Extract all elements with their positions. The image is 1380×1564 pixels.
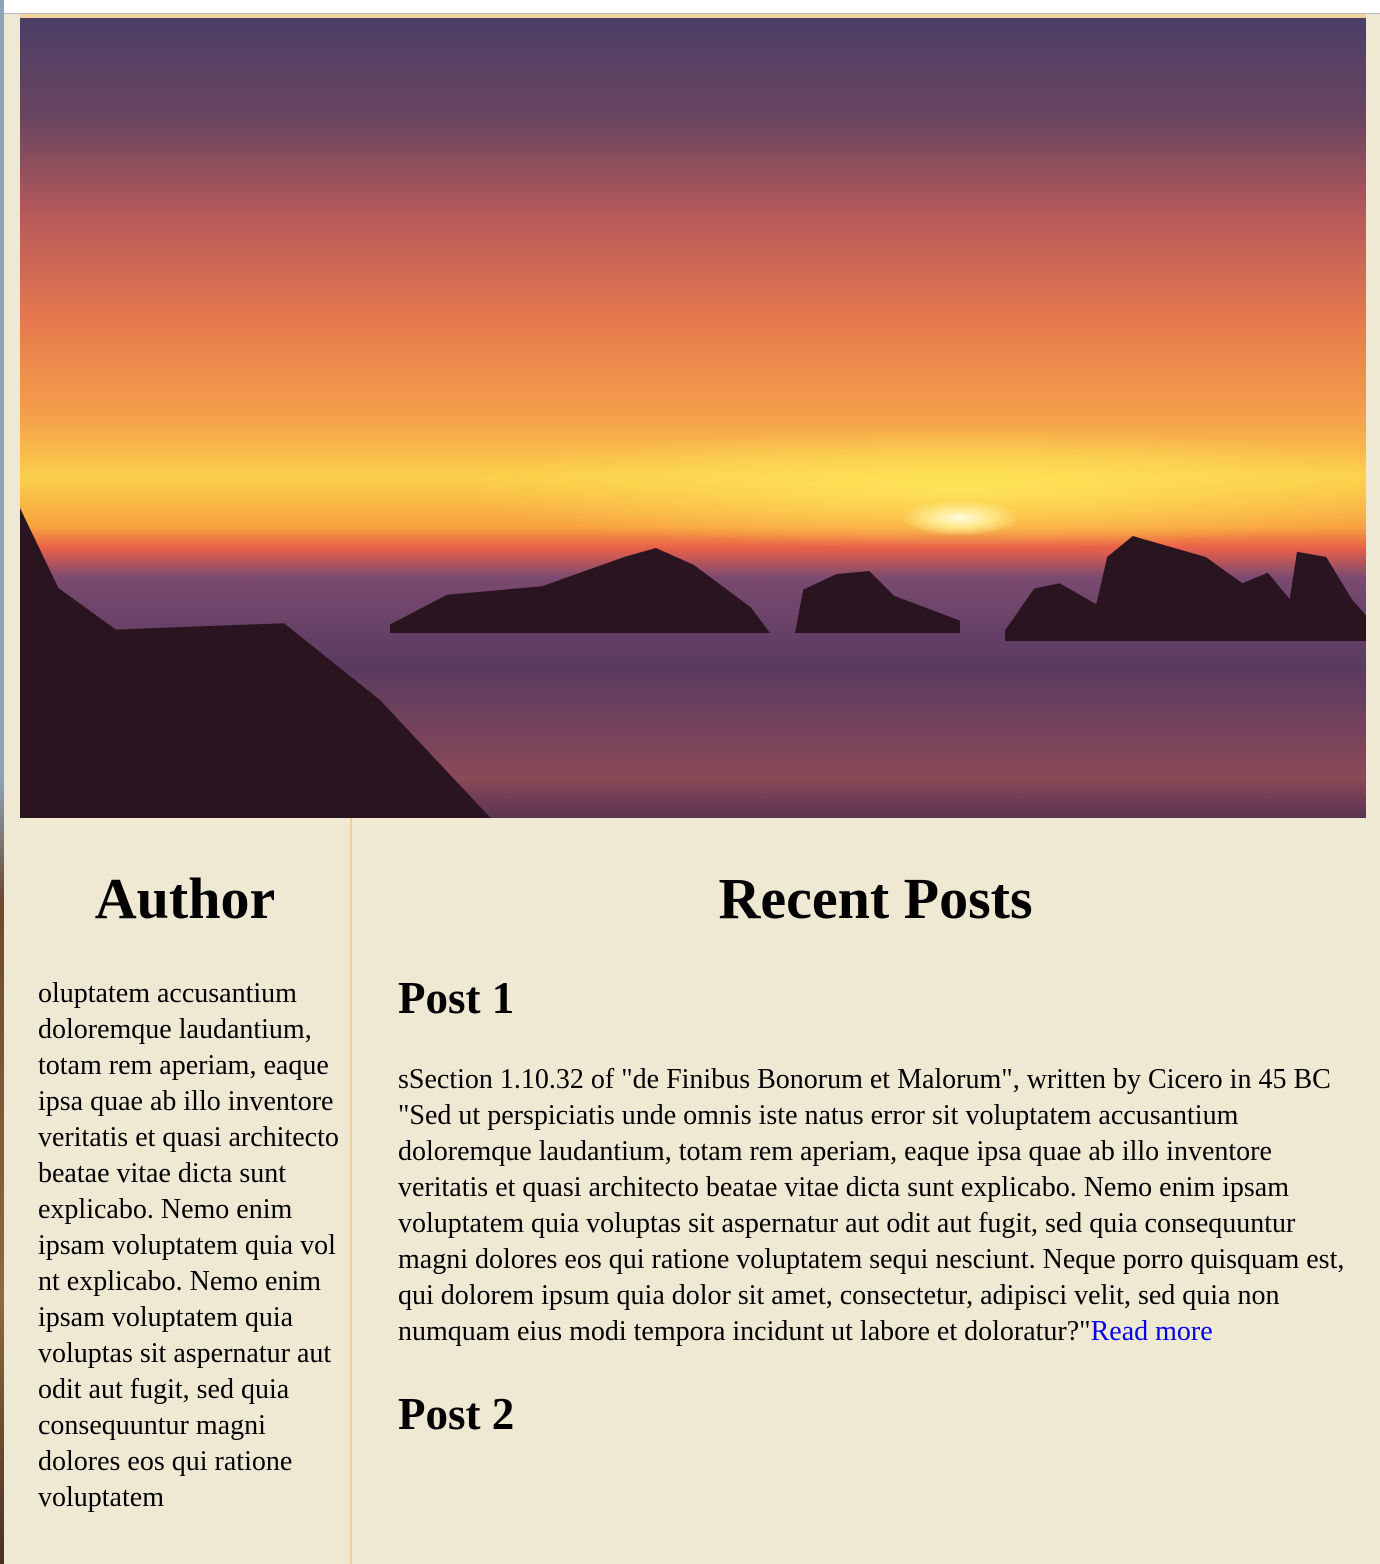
author-heading: Author	[94, 866, 276, 931]
author-section	[20, 818, 350, 1516]
post-title: Post 2	[398, 1389, 515, 1439]
post-excerpt	[398, 1062, 1353, 1350]
browser-top-bar	[4, 0, 1380, 14]
post-text: sSection 1.10.32 of "de Finibus Bonorum et Malorum", written by Cicero in 45 BC "Sed ut perspiciatis unde omnis iste natus error sit voluptatem accusantium doloremque laudantium, totam rem aperiam, eaque ipsa quae ab illo inventore veritatis et quasi architecto beatae vitae dicta sunt explicabo. Nemo enim ipsam voluptatem quia voluptas sit aspernatur aut odit aut fugit, sed quia consequuntur magni dolores eos qui ratione voluptatem sequi nesciunt. Neque porro quisquam est, qui dolorem ipsum quia dolor sit amet, consectetur, adipisci velit, sed quia non numquam eius modi tempora incidunt ut labore et doloratur?"	[398, 1064, 1345, 1347]
hero-image	[20, 18, 1366, 818]
recent-posts-heading: Recent Posts	[718, 866, 1033, 931]
author-bio: oluptatem accusantium doloremque laudantium, totam rem aperiam, eaque ipsa quae ab illo inventore veritatis et quasi architecto beatae vitae dicta sunt explicabo. Nemo enim ipsam voluptatem quia vol nt explicabo. Nemo enim ipsam voluptatem quia voluptas sit aspernatur aut odit aut fugit, sed quia consequuntur magni dolores eos qui ratione voluptatem	[38, 978, 339, 1513]
recent-posts-section	[398, 818, 1353, 1442]
post-title: Post 1	[398, 973, 515, 1023]
read-more-link[interactable]: Read more	[1090, 1316, 1213, 1347]
page	[4, 14, 1380, 1564]
column-divider	[350, 818, 352, 1564]
